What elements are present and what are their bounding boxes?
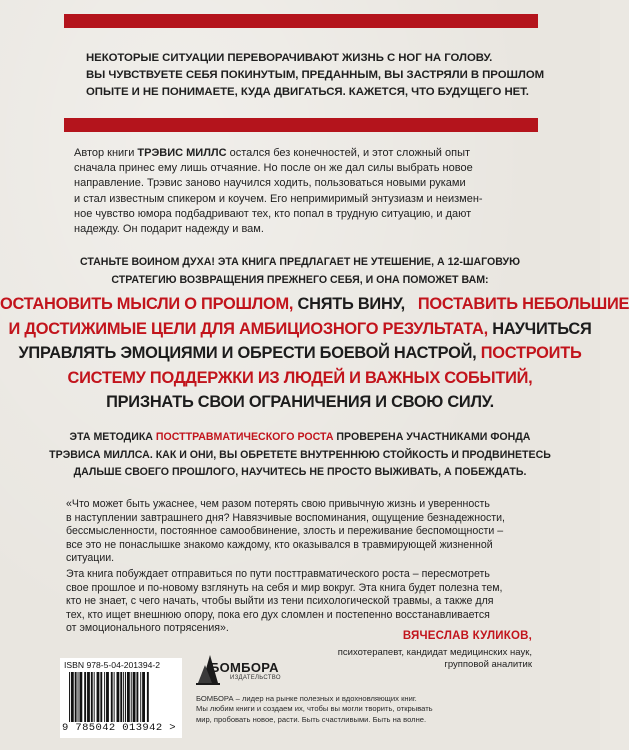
barcode-bar <box>131 672 132 722</box>
author-line: и стал известным спикером и коучем. Его непримиримый энтузиазм и неизмен- <box>74 192 483 205</box>
barcode-bar <box>100 672 102 722</box>
method-paragraph <box>0 429 600 482</box>
author-name: ТРЭВИС МИЛЛС <box>137 147 227 159</box>
barcode-bar <box>147 672 149 722</box>
intro-line: ВЫ ЧУВСТВУЕТЕ СЕБЯ ПОКИНУТЫМ, ПРЕДАННЫМ, ВЫ ЗАСТРЯЛИ В ПРОШЛОМ <box>86 69 545 81</box>
quote-line: тех, кто ищет внешнюю опору, пока его дух сломлен и постепенно восстанавливается <box>66 608 490 621</box>
isbn-label: ISBN 978-5-04-201394-2 <box>64 660 161 670</box>
barcode-bar <box>120 672 122 722</box>
call-to-action <box>0 253 600 289</box>
reviewer-title-line: психотерапевт, кандидат медицинских наук, <box>337 647 532 658</box>
publisher-blurb <box>196 694 546 725</box>
barcode-bar <box>142 672 145 722</box>
barcode-bar <box>94 672 95 722</box>
quote-line: Эта книга побуждает отправиться по пути посттравматического роста – пересмотреть <box>66 567 490 580</box>
barcode-bar <box>127 672 130 722</box>
quote-line: в наступлении завтрашнего дня? Навязчивые воспоминания, ощущение безнадежности, <box>66 511 505 524</box>
barcode-bar <box>71 672 74 722</box>
barcode-bar <box>133 672 136 722</box>
barcode-bar <box>136 672 138 722</box>
barcode-bar <box>140 672 141 722</box>
author-line: надежду. Он подарит надежду и вам. <box>74 223 264 236</box>
quote-line: бессмысленности, постоянное самообвинение, злость и переживание беспомощности – <box>66 525 504 538</box>
quote-line: от эмоционального потрясения». <box>66 622 229 635</box>
quote-paragraph-2 <box>66 568 541 636</box>
benefit-accept-limits: ПРИЗНАТЬ СВОИ ОГРАНИЧЕНИЯ И СВОЮ СИЛУ. <box>106 393 494 411</box>
quote-paragraph-1 <box>66 498 541 566</box>
reviewer-title <box>338 647 532 671</box>
barcode-bar <box>97 672 100 722</box>
cta-line: СТАНЬТЕ ВОИНОМ ДУХА! ЭТА КНИГА ПРЕДЛАГАЕТ НЕ УТЕШЕНИЕ, А 12-ШАГОВУЮ <box>79 256 521 268</box>
benefit-set-goals-cont: И ДОСТИЖИМЫЕ ЦЕЛИ ДЛЯ АМБИЦИОЗНОГО РЕЗУЛЬТАТА, <box>8 319 488 338</box>
method-text: ЭТА МЕТОДИКА <box>69 431 156 443</box>
publisher-logo-subtitle: ИЗДАТЕЛЬСТВО <box>230 675 281 681</box>
benefit-build: ПОСТРОИТЬ <box>480 344 582 362</box>
author-line: сначала принес ему лишь отчаяние. Но после он же дал силы выбрать новое <box>74 162 473 175</box>
author-text: остался без конечностей, и этот сложный опыт <box>226 147 471 159</box>
intro-line: НЕКОТОРЫЕ СИТУАЦИИ ПЕРЕВОРАЧИВАЮТ ЖИЗНЬ С НОГ НА ГОЛОВУ. <box>86 52 493 64</box>
benefits-line <box>0 317 600 342</box>
barcode-bar <box>106 672 109 722</box>
intro-block <box>86 50 545 101</box>
quote-line: «Что может быть ужаснее, чем разом потерять свою привычную жизнь и уверенность <box>66 498 490 510</box>
barcode-bar <box>117 672 120 722</box>
benefit-manage-emotions: УПРАВЛЯТЬ ЭМОЦИЯМИ И ОБРЕСТИ БОЕВОЙ НАСТРОЙ, <box>18 344 477 362</box>
reviewer-name: ВЯЧЕСЛАВ КУЛИКОВ, <box>402 630 532 642</box>
method-text: ПРОВЕРЕНА УЧАСТНИКАМИ ФОНДА <box>333 431 531 443</box>
benefits-line <box>0 341 600 366</box>
method-highlight: ПОСТТРАВМАТИЧЕСКОГО РОСТА <box>155 431 334 443</box>
barcode-bar <box>125 672 126 722</box>
barcode-bar <box>114 672 115 722</box>
barcode-bar <box>79 672 82 722</box>
publisher-line: Мы любим книги и создаем их, чтобы вы могли творить, открывать <box>196 704 433 714</box>
benefit-learn: НАУЧИТЬСЯ <box>492 319 592 338</box>
barcode-digits: 9 785042 013942 > <box>62 722 176 734</box>
publisher-line: мир, пробовать новое, расти. Быть счастливыми. Быть на волне. <box>196 714 427 724</box>
barcode <box>60 658 182 738</box>
benefit-set-goals: ПОСТАВИТЬ НЕБОЛЬШИЕ <box>417 295 629 313</box>
method-line <box>0 429 600 447</box>
quote-line: все это не понаслышке знакомо каждому, кто оказывался в травмирующей жизненной <box>66 538 493 551</box>
barcode-bar <box>87 672 90 722</box>
barcode-bar <box>69 672 70 722</box>
benefits-list <box>0 292 629 415</box>
barcode-bar <box>104 672 105 722</box>
review-quote <box>66 498 541 636</box>
benefit-support-system: СИСТЕМУ ПОДДЕРЖКИ ИЗ ЛЮДЕЙ И ВАЖНЫХ СОБЫТИЙ, <box>67 368 533 387</box>
barcode-bar <box>84 672 86 722</box>
benefits-line <box>0 292 629 317</box>
benefits-line <box>0 366 600 391</box>
author-line <box>74 146 534 161</box>
quote-line: кто не знает, с чего начать, чтобы выйти из тени психологической травмы, а также для <box>66 595 494 608</box>
reviewer-title-line: групповой аналитик <box>444 659 532 670</box>
benefits-line <box>0 390 600 415</box>
publisher-logo-text: БОМБОРА <box>210 660 279 675</box>
author-line: направление. Трэвис заново научился ходить, пользоваться новыми руками <box>74 177 466 190</box>
author-line: ное чувство юмора подбадривают тех, кто попал в трудную ситуацию, и дают <box>74 207 472 220</box>
author-paragraph <box>74 146 534 237</box>
barcode-bar <box>111 672 113 722</box>
barcode-bar <box>123 672 124 722</box>
benefit-stop-thoughts: ОСТАНОВИТЬ МЫСЛИ О ПРОШЛОМ, <box>0 295 294 313</box>
method-line: ДАЛЬШЕ СВОЕГО ПРОШЛОГО, НАУЧИТЕСЬ НЕ ПРОСТО ВЫЖИВАТЬ, А ПОБЕЖДАТЬ. <box>73 466 527 478</box>
method-line: ТРЭВИСА МИЛЛСА. КАК И ОНИ, ВЫ ОБРЕТЕТЕ ВНУТРЕННЮЮ СТОЙКОСТЬ И ПРОДВИНЕТЕСЬ <box>49 448 551 461</box>
barcode-bar <box>78 672 79 722</box>
author-text: Автор книги <box>74 147 138 159</box>
quote-line: ситуации. <box>66 552 115 565</box>
barcode-bar <box>75 672 77 722</box>
publisher-line: БОМБОРА – лидер на рынке полезных и вдохновляющих книг. <box>196 694 417 703</box>
barcode-bar <box>91 672 93 722</box>
barcode-bars <box>68 672 176 722</box>
middle-red-rule <box>64 118 538 132</box>
top-red-rule <box>64 14 538 28</box>
cta-line: СТРАТЕГИЮ ВОЗВРАЩЕНИЯ ПРЕЖНЕГО СЕБЯ, И ОНА ПОМОЖЕТ ВАМ: <box>111 274 489 286</box>
benefit-remove-guilt: СНЯТЬ ВИНУ, <box>297 295 405 313</box>
intro-line: ОПЫТЕ И НЕ ПОНИМАЕТЕ, КУДА ДВИГАТЬСЯ. КАЖЕТСЯ, ЧТО БУДУЩЕГО НЕТ. <box>86 86 529 98</box>
quote-line: свое прошлое и по-новому взглянуть на себя и мир вокруг. Эта книга будет полезна тем, <box>66 581 503 594</box>
